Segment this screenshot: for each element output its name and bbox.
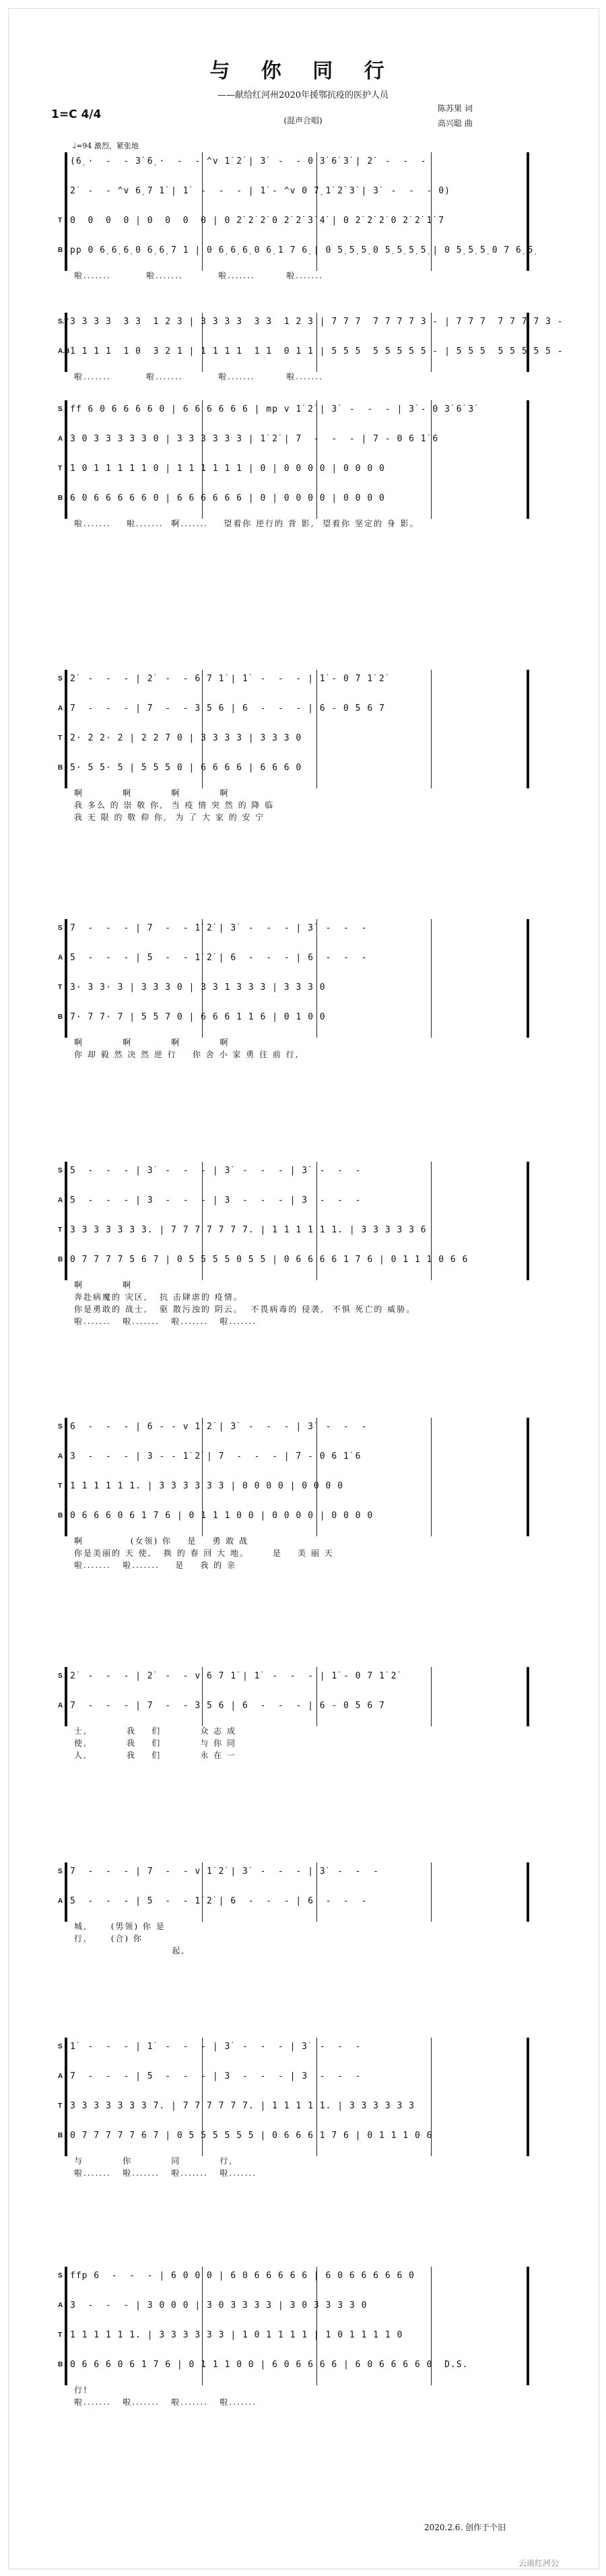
voice-part-label: B [58, 2361, 63, 2368]
notation-row: 1 1 1 1 1 1. | 3 3 3 3 3 3 | 1 0 1 1 1 1 | 1 0 1 1 1 1 0 [70, 2330, 403, 2340]
voice-part-label: A [58, 1197, 63, 1204]
lyric-line: 与 你 同 行, 啦....... 啦....... 啦....... 啦....... [74, 2156, 257, 2178]
notation-row: 3 - - - | 3 - - 1̇ 2̇ | 7 - - - | 7 - 0 6 1̇ 6 [70, 1451, 362, 1462]
notation-row: ff 6 0 6 6 6 6 0 | 6 6 6 6 6 6 | mp v 1̇ 2̇ | 3̇ - - - | 3̇ - 0 3̇ 6̇ 3̇ [70, 404, 475, 414]
voice-part-label: A [58, 2302, 63, 2309]
notation-row: 0 6 6 6 0 6 1 7 6 | 0 1 1 1 0 0 | 0 0 0 0 | 0 0 0 0 [70, 1511, 374, 1521]
notation-row: 0 0 0 0 | 0 0 0 0 | 0 2̇ 2̇ 2̇ 0 2̇ 2̇ 3̇ 4̇ | 0 2̇ 2̇ 2̇ 0 2̇ 2̇ 1̇ 7 [70, 216, 445, 226]
form-label: (混声合唱) [283, 116, 323, 125]
notation-row: 3 3 3 3 3 3 3. | 7 7 7 7 7 7 7. | 1 1 1 1 1 1. | 3 3 3 3 3 6 [70, 1225, 427, 1235]
voice-part-label: B [58, 1256, 63, 1263]
lyric-line: 啦....... 啦....... 啦....... 啦....... [74, 372, 323, 381]
lyric-line: 啦....... 啦....... 啊....... 望着你 逆行的 背 影, 望着你 坚定的 身 影。 [74, 519, 419, 528]
voice-part-label: T [58, 1482, 63, 1490]
voice-part-label: T [58, 217, 63, 224]
lyricist-credit: 陈苏果 词 [438, 104, 473, 113]
voice-part-label: S [58, 1868, 63, 1875]
voice-part-label: A [58, 435, 63, 443]
notation-row: 1̇ - - - | 1̇ - - - | 3̇ - - - | 3̇ - - - [70, 2042, 362, 2052]
notation-row: 6 0 6 6 6 6 6 0 | 6 6 6 6 6 6 | 0 | 0 0 0 0 | 0 0 0 0 [70, 493, 385, 503]
system-brace [65, 919, 67, 1038]
voice-part-label: S [58, 2043, 63, 2050]
notation-row: 7· 7 7· 7 | 5 5 7 0 | 6 6 6 1 1 6 | 0 1 0 0 [70, 1012, 326, 1022]
lyric-line: 啦....... 啦....... 啦....... 啦....... [74, 271, 323, 280]
voice-part-label: S [58, 924, 63, 932]
system-brace [65, 1862, 67, 1922]
voice-part-label: B [58, 1512, 63, 1519]
key-signature: 1=C 4/4 [51, 108, 102, 121]
system-brace [65, 400, 67, 519]
system-brace [65, 1667, 67, 1726]
voice-part-label: A [58, 1897, 63, 1905]
voice-part-label: A [58, 705, 63, 712]
song-title: 与 你 同 行 [209, 59, 397, 83]
notation-row: 5· 5 5· 5 | 5 5 5 0 | 6 6 6 6 | 6 6 6 0 [70, 763, 302, 773]
notation-row: 2̇ - - ^v 6̣ 7 1̇ | 1̇ - - - | 1̇ - ^v 0 7̣ 1̇ 2̇ 3̇ | 3̇ - - - 0) [70, 186, 450, 196]
voice-part-label: T [58, 1226, 63, 1234]
notation-row: 3· 3 3· 3 | 3 3 3 0 | 3 3 1 3 3 3 | 3 3 3 0 [70, 982, 326, 993]
voice-part-label: S [58, 406, 63, 413]
notation-row: 1 1 1 1 1 1. | 3 3 3 3 3 3 | 0 0 0 0 | 0 0 0 0 [70, 1481, 344, 1491]
notation-row: 7 - - - | 7 - - 3 5 6 | 6 - - - | 6 - 0 5 6 7 [70, 703, 385, 714]
voice-part-label: T [58, 2331, 63, 2339]
system-brace [65, 152, 67, 271]
system-brace [65, 1418, 67, 1536]
voice-part-label: S [58, 1672, 63, 1680]
voice-part-label: A [58, 954, 63, 962]
notation-row: 7 - - - | 5 - - - | 3 - - - | 3 - - - [70, 2071, 362, 2081]
voice-part-label: T [58, 734, 63, 742]
voice-part-label: T [58, 984, 63, 991]
notation-row: 1 0 1 1 1 1 1 0 | 1 1 1 1 1 1 | 0 | 0 0 0 0 | 0 0 0 0 [70, 464, 385, 474]
notation-row: 6 - - - | 6 - - v 1̇ 2̇ | 3̇ - - - | 3̇ - - - [70, 1422, 368, 1432]
notation-row: 5 - - - | 5 - - 1̇ 2̇ | 6 - - - | 6 - - - [70, 1896, 368, 1906]
voice-part-label: B [58, 495, 63, 502]
system-brace [65, 1162, 67, 1280]
notation-row: 2̇ - - - | 2̇ - - v 6 7 1̇ | 1̇ - - - | 1̇ - 0 7 1̇ 2̇ [70, 1671, 397, 1681]
lyric-line: 城, (男领) 你 是 行, (合) 你 起, [74, 1922, 186, 1955]
lyric-line: 啊 啊 奔赴病魔的 灾区, 抗 击肆虐的 疫情。 你是勇敢的 战士, 驱 散污浊的 阴云。 不畏病毒的 侵袭, 不惧 死亡的 威胁。 啦....... 啦....... 啦....... 啦....... [74, 1280, 416, 1326]
notation-row: 3 0 3 3 3 3 3 0 | 3 3 3 3 3 3 | 1̇ 2̇ | 7 - - - | 7 - 0 6 1̇ 6 [70, 434, 439, 444]
system-brace [65, 2038, 67, 2156]
voice-part-label: T [58, 2102, 63, 2110]
notation-row: 1 1 1 1 1 0 3 2 1 | 1 1 1 1 1 1 0 1 1 | 5 5 5 5 5 5 5 5 - | 5 5 5 5 5 5 5 5 - [70, 346, 564, 356]
notation-row: 2̇ - - - | 2̇ - - 6 7 1̇ | 1̇ - - - | 1̇ - 0 7 1̇ 2̇ [70, 674, 385, 684]
lyric-line: 士, 我 们 众 志 成 使, 我 们 与 你 同 人, 我 们 永 在 一 [74, 1726, 236, 1760]
notation-row: 5 - - - | 3̇ - - - | 3̇ - - - | 3̇ - - - [70, 1166, 362, 1176]
composition-date: 2020.2.6. 创作于个旧 [424, 2523, 506, 2532]
notation-row: 5 - - - | 5 - - 1̇ 2̇ | 6 - - - | 6 - - - [70, 953, 368, 963]
voice-part-label: S.T [58, 318, 69, 325]
voice-part-label: B [58, 2132, 63, 2139]
voice-part-label: B [58, 1013, 63, 1021]
voice-part-label: A [58, 1702, 63, 1709]
voice-part-label: B [58, 764, 63, 772]
lyric-line: 啊 (女领) 你 是 勇 敢 战 你是美丽的 天 使, 换 的 春 回 大 地。 是 美 丽 天 啦....... 啦....... 是 我 的 亲 [74, 1536, 334, 1570]
voice-part-label: S [58, 675, 63, 683]
notation-row: 2· 2 2· 2 | 2 2 7 0 | 3 3 3 3 | 3 3 3 0 [70, 733, 302, 743]
lyric-line: 啊 啊 啊 啊 你 却 毅 然 决 然 逆 行 你 舍 小 家 勇 往 前 行, [74, 1038, 300, 1059]
voice-part-label: S [58, 1167, 63, 1174]
notation-row: 3 3 3 3 3 3 3 7. | 7 7 7 7 7 7. | 1 1 1 1 1. | 3 3 3 3 3 3 [70, 2101, 415, 2111]
notation-row: 7 - - - | 7 - - v 1̇ 2̇ | 3̇ - - - | 3̇ - - - [70, 1866, 379, 1877]
notation-row: 0 7 7 7 7 5 6 7 | 0 5 5 5 5 0 5 5 | 0 6 6 6 6 1 7 6 | 0 1 1 1 0 6 6 [70, 1255, 469, 1265]
voice-part-label: T [58, 465, 63, 472]
notation-row: 5 - - - | 3 - - - | 3 - - - | 3 - - - [70, 1195, 362, 1205]
system-brace [65, 2267, 67, 2385]
tempo-marking: ♩=94 激烈、紧张地 [73, 142, 139, 150]
voice-part-label: B [58, 247, 63, 254]
notation-row: 3 3 3 3 3 3 1 2 3 | 3 3 3 3 3 3 1 2 3 | 7 7 7 7 7 7 7 3 - | 7 7 7 7 7 7 7 3 - [70, 317, 564, 327]
lyric-line: 啊 啊 啊 啊 我 多么 的 崇 敬 你, 当 疫 情 突 然 的 降 临 我 无 限 的 敬 仰 你, 为 了 大 家 的 安 宁 [74, 788, 275, 822]
watermark-text: 云南红河公 [518, 2558, 560, 2568]
voice-part-label: A [58, 1453, 63, 1460]
notation-row: 3 - - - | 3 0 0 0 | 3 0 3 3 3 3 | 3 0 3 3 3 3 0 [70, 2300, 368, 2311]
dedication-subtitle: ——献给红河州2020年援鄂抗疫的医护人员 [217, 90, 389, 100]
voice-part-label: S [58, 2272, 63, 2280]
notation-row: ffp 6 - - - | 6 0 0 0 | 6 0 6 6 6 6 6 | 6 0 6 6 6 6 6 0 [70, 2271, 415, 2281]
system-brace [65, 670, 67, 788]
notation-row: (6̣ · - - 3̇ 6̣ · - - ^v 1̇ 2̇ | 3̇ - - 0 3̇ 6̇ 3̇ | 2̇ - - - [70, 156, 427, 166]
notation-row: 0 7 7 7 7 7 6 7 | 0 5 5 5 5 5 5 | 0 6 6 6 1 7 6 | 0 1 1 1 0 6 [70, 2131, 433, 2141]
notation-row: 7 - - - | 7 - - 3 5 6 | 6 - - - | 6 - 0 5 6 7 [70, 1701, 385, 1711]
notation-row: pp 0 6̣ 6̣ 6̣ 0 6̣ 6̣ 7 1 | 0 6̣ 6̣ 6̣ 0 6̣ 1 7 6̣ | 0 5̣ 5̣ 5̣ 0 5̣ 5̣ 5̣ 5̣ | 0 5̣ 5̣ 5̣ 0 7 6̣ 5̣ [70, 245, 534, 255]
voice-part-label: A.B [58, 348, 70, 355]
composer-credit: 高兴聪 曲 [438, 119, 473, 128]
notation-row: 7 - - - | 7 - - 1̇ 2̇ | 3̇ - - - | 3̇ - - - [70, 923, 368, 933]
notation-row: 0 6 6 6 0 6 1 7 6 | 0 1 1 1 0 0 | 6 0 6 6 6 6 | 6 0 6 6 6 6 0 D.S. [70, 2360, 469, 2370]
lyric-line: 行! 啦....... 啦....... 啦....... 啦....... [74, 2385, 257, 2407]
voice-part-label: A [58, 2073, 63, 2080]
voice-part-label: S [58, 1423, 63, 1431]
